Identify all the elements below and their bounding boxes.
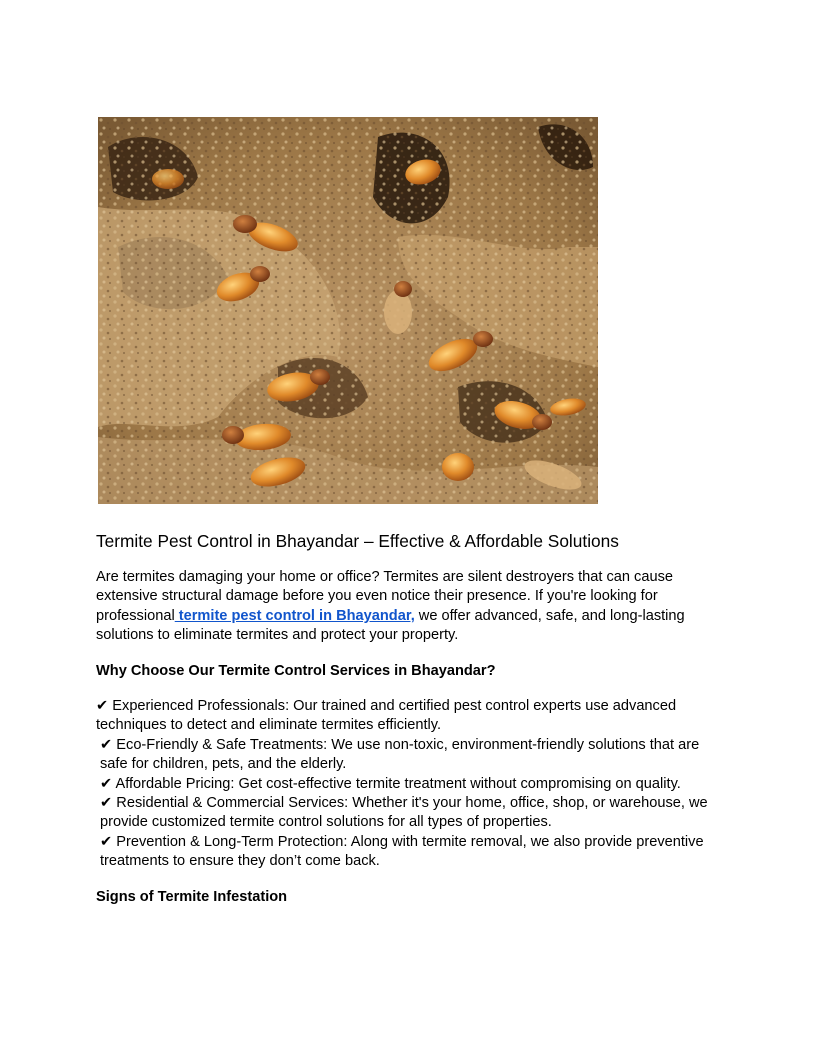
termite-photo [98,117,598,504]
termite-colony-illustration [98,117,598,504]
why-choose-heading: Why Choose Our Termite Control Services in Bhayandar? [96,662,496,679]
page-title: Termite Pest Control in Bhayandar – Effective & Affordable Solutions [96,531,619,551]
benefit-item: ✔ Experienced Professionals: Our trained and certified pest control experts use advanced techniques to detect and eliminate termites efficiently. [96,698,677,734]
benefit-item: ✔ Residential & Commercial Services: Whether it's your home, office, shop, or warehouse, we provide customized termite control solutions for all types of properties. [100,795,708,831]
article [96,530,726,923]
benefit-item: ✔ Affordable Pricing: Get cost-effective termite treatment without compromising on quality. [100,775,681,792]
termite-pest-control-link[interactable]: termite pest control in Bhayandar, [174,607,415,624]
intro-text-before: Are termites damaging your home or office? Termites are silent destroyers that can cause extensive structural damage before you even notice their presence. If you're looking for professional [96,569,674,624]
intro-paragraph [96,568,726,646]
benefits-list [96,697,726,872]
intro-text-after: we offer advanced, safe, and long-lasting solutions to eliminate termites and protect your property. [96,607,685,644]
benefit-item: ✔ Prevention & Long-Term Protection: Along with termite removal, we also provide preventive treatments to ensure they don’t come back. [100,833,704,870]
signs-heading: Signs of Termite Infestation [96,888,288,905]
termite-12 [152,169,184,189]
termite-10 [442,453,474,481]
benefit-item: ✔ Eco-Friendly & Safe Treatments: We use non-toxic, environment-friendly solutions that are safe for children, pets, and the elderly. [100,736,700,773]
